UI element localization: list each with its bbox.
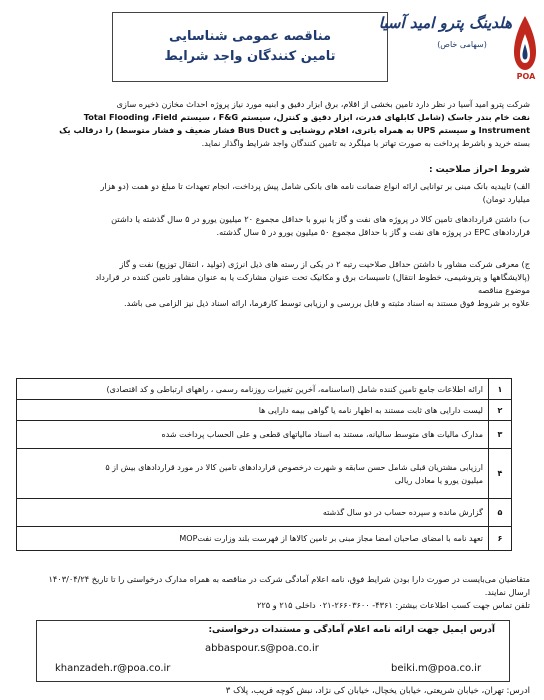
condition-line: علاوه بر شروط فوق مستند به اسناد مثبته و قابل بررسی و ارزیابی توسط کارفرما، ارائه اسناد ذیل نیز الزامی می باشد. — [124, 298, 530, 308]
row-number: ۶ — [489, 527, 512, 551]
row-number: ۵ — [489, 499, 512, 527]
intro-line: شرکت پترو امید آسیا در نظر دارد تامین بخشی از اقلام، برق ابزار دقیق و ابنیه مورد نیاز پروژه احداث مخازن ذخیره سازی — [116, 99, 530, 109]
table-row — [17, 527, 512, 551]
requirements-table — [16, 378, 512, 551]
condition-line: قراردادهای EPC در پروژه های نفت و گاز با حداقل مجموع ۵۰ میلیون یورو در ۵ سال گذشته. — [216, 227, 530, 237]
table-row — [17, 400, 512, 421]
row-text-line: میلیون یورو یا معادل ریالی — [394, 475, 483, 485]
row-text — [17, 379, 489, 400]
condition-b — [14, 213, 530, 239]
postal-address: ادرس: تهران، خیابان شریعتی، خیابان یخچال، خیابان کی نژاد، نبش کوچه فریب، پلاک ۳ — [225, 686, 530, 696]
flame-drop-icon — [512, 14, 538, 72]
row-number: ۱ — [489, 379, 512, 400]
row-text-line: ارزیابی مشتریان قبلی شامل حسن سابقه و شهرت درخصوص قراردادهای تامین کالا در مورد قراردادهای بیش از ۵ — [105, 462, 483, 472]
condition-line: ج) معرفی شرکت مشاور با داشتن حداقل صلاحیت رتبه ۲ در یکی از رسته های ذیل انرژی (تولید ، انتقال توزیع) نفت و گاز — [119, 259, 530, 269]
intro-line: بسته خرید و باشرط پرداخت به صورت تهاتر با میلگرد به تامین کنندگان واجد شرایط واگذار نماید. — [201, 138, 530, 148]
intro-paragraph — [14, 98, 530, 150]
condition-c — [14, 258, 530, 310]
logo-name: هلدینگ پترو امید آسیا — [378, 14, 512, 32]
row-text — [17, 449, 489, 499]
title-line-1: مناقصه عمومی شناسایی — [168, 29, 332, 44]
table-row — [17, 421, 512, 449]
condition-line: میلیارد تومان) — [482, 194, 530, 204]
email-address-box — [36, 620, 510, 682]
conditions-heading: شروط احراز صلاحیت : — [428, 165, 530, 175]
intro-line: Instrument و سیستم UPS به همراه باتری، اقلام روشنایی و Bus Duct فشار ضعیف و فشار متوسط) را درقالب یک — [59, 125, 530, 135]
row-text-line: ارائه اطلاعات جامع تامین کننده شامل (اساسنامه، آخرین تغییرات روزنامه رسمی ، راههای ارتباطی و کد اقتصادی) — [106, 384, 483, 394]
email-box-title: آدرس ایمیل جهت ارائه نامه اعلام آمادگی و مستندات درخواستی: — [208, 625, 495, 635]
company-logo — [378, 10, 538, 90]
title-box — [112, 12, 388, 82]
row-number: ۳ — [489, 421, 512, 449]
logo-abbr: POA — [516, 72, 536, 81]
email-link[interactable]: beiki.m@poa.co.ir — [391, 663, 482, 674]
row-number: ۲ — [489, 400, 512, 421]
deadline-note-cont: ارسال نمایند. — [484, 587, 530, 597]
row-text-line: مدارک مالیات های متوسط سالیانه، مستند به اسناد مالیاتهای قطعی و علی الحساب پرداخت شده — [161, 430, 483, 439]
row-number: ۴ — [489, 449, 512, 499]
table-row — [17, 379, 512, 400]
table-row — [17, 449, 512, 499]
intro-line: نفت خام بندر جاسک (شامل کابلهای قدرت، ابزار دقیق و کنترل، سیستم F&G ، سیستم Total Flooding ،Field — [83, 112, 530, 122]
email-link[interactable]: khanzadeh.r@poa.co.ir — [55, 663, 171, 674]
phone-info: تلفن تماس جهت کسب اطلاعات بیشتر: ۴۳۶۱- ۲۶۶۰۳۶۰۰-۰۲۱ داخلی ۲۱۵ و ۲۲۵ — [257, 600, 530, 610]
condition-line: موضوع مناقصه — [477, 285, 530, 295]
row-text — [17, 499, 489, 527]
condition-line: الف) تاییدیه بانک مبنی بر توانایی ارائه انواع ضمانت نامه های بانکی شامل پیش پرداخت، انجام تعهدات تا مبلغ دو همت (دو هزار — [100, 181, 530, 191]
row-text — [17, 421, 489, 449]
email-link[interactable]: abbaspour.s@poa.co.ir — [205, 643, 319, 654]
condition-line: (پالایشگاهها و پتروشیمی، خطوط انتقال) تاسیسات برق و مکانیک تحت عنوان مشارکت یا به عنوان مشاور تامین کننده در قرارداد — [95, 272, 530, 282]
logo-subtitle: (سهامی خاص) — [437, 40, 487, 49]
row-text — [17, 400, 489, 421]
table-row — [17, 499, 512, 527]
row-text-line: تعهد نامه با امضای صاحبان امضا مجاز مبنی بر تامین کالاها از فهرست بلند وزارت نفتMOP — [179, 534, 483, 543]
condition-line: ب) داشتن قراردادهای تامین کالا در پروژه های نفت و گاز یا نیرو با حداقل مجموع ۲۰ میلیون یورو در ۵ سال گذشته یا داشتن — [111, 214, 530, 224]
title-line-2: تامین کنندگان واجد شرایط — [164, 49, 336, 64]
row-text-line: گزارش مانده و سپرده حساب در دو سال گذشته — [322, 508, 483, 517]
row-text — [17, 527, 489, 551]
row-text-line: لیست دارایی های ثابت مستند به اظهار نامه یا گواهی بیمه دارایی ها — [258, 405, 483, 415]
condition-a — [14, 180, 530, 206]
deadline-note: متقاضیان می‌بایست در صورت دارا بودن شرایط فوق، نامه اعلام آمادگی شرکت در مناقصه به همراه مدارک درخواستی را تا تاریخ ۱۴۰۳/۰۴/۲۴ — [48, 574, 530, 584]
footer-notes — [14, 573, 530, 612]
